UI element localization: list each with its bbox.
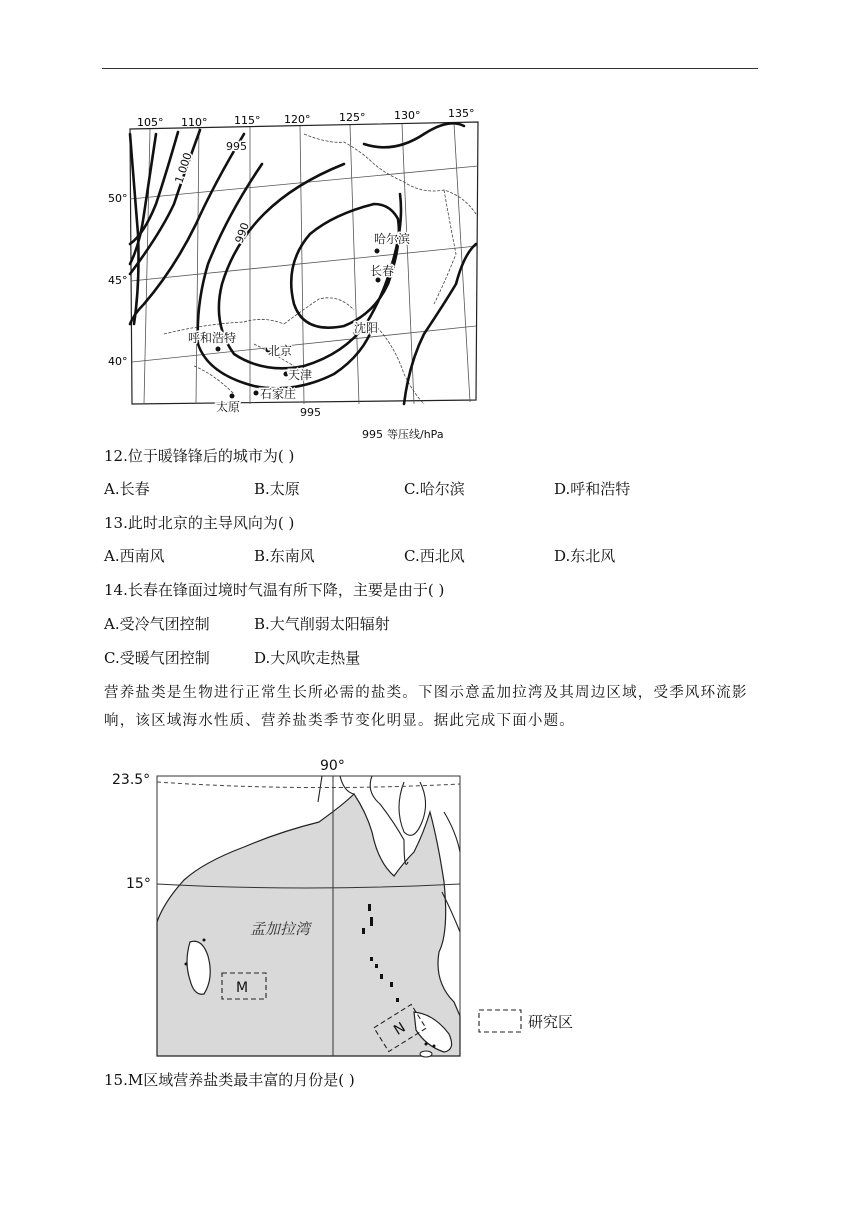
lon-label: 135° [448, 107, 475, 120]
option-13-a[interactable]: A.西南风 [104, 547, 165, 565]
lat-label: 40° [108, 355, 128, 368]
lon-label: 130° [394, 109, 421, 122]
header-rule [102, 68, 758, 69]
isobar-label: 1 000 [172, 150, 195, 185]
city-shijiazhuang: 石家庄 [260, 387, 297, 401]
option-14-d[interactable]: D.大风吹走热量 [254, 649, 361, 667]
intro-paragraph: 营养盐类是生物进行正常生长所必需的盐类。下图示意孟加拉湾及其周边区域，受季风环流影响，该区域海水性质、营养盐类季节变化明显。据此完成下面小题。 [104, 685, 748, 729]
option-12-b[interactable]: B.太原 [254, 480, 300, 498]
option-13-c[interactable]: C.西北风 [404, 547, 465, 565]
lon-label: 105° [137, 116, 164, 129]
option-14-b[interactable]: B.大气削弱太阳辐射 [254, 615, 390, 633]
question-15: 15.M区域营养盐类最丰富的月份是( ) [104, 1071, 355, 1089]
isobar-map [104, 104, 482, 441]
lat-label: 50° [108, 192, 128, 205]
city-hohhot: 呼和浩特 [188, 331, 237, 345]
question-13: 13.此时北京的主导风向为( ) [104, 514, 295, 532]
option-14-a[interactable]: A.受冷气团控制 [104, 615, 210, 633]
lon-label: 120° [284, 113, 311, 126]
city-beijing: 北京 [268, 344, 293, 358]
lon-label: 125° [339, 111, 366, 124]
option-14-c[interactable]: C.受暖气团控制 [104, 649, 210, 667]
option-12-c[interactable]: C.哈尔滨 [404, 480, 465, 498]
city-harbin: 哈尔滨 [374, 232, 411, 246]
map2-legend: 研究区 [528, 1013, 574, 1031]
bay-name: 孟加拉湾 [250, 920, 311, 938]
lon-label: 115° [234, 114, 261, 127]
question-12: 12.位于暖锋锋后的城市为( ) [104, 447, 295, 465]
option-13-d[interactable]: D.东北风 [554, 547, 616, 565]
lon-label: 110° [181, 116, 208, 129]
lat-label-23: 23.5° [112, 772, 151, 788]
box-n-label: N [391, 1019, 409, 1039]
lat-label: 45° [108, 274, 128, 287]
isobar-label: 995 [226, 140, 247, 153]
city-shenyang: 沈阳 [354, 321, 379, 335]
option-12-d[interactable]: D.呼和浩特 [554, 480, 631, 498]
city-taiyuan: 太原 [216, 400, 241, 414]
isobar-legend: 995 等压线/hPa [362, 428, 444, 441]
question-14: 14.长春在锋面过境时气温有所下降，主要是由于( ) [104, 581, 445, 599]
city-changchun: 长春 [370, 264, 395, 278]
box-m-label: M [236, 980, 249, 996]
option-13-b[interactable]: B.东南风 [254, 547, 315, 565]
city-tianjin: 天津 [288, 368, 313, 382]
option-12-a[interactable]: A.长春 [104, 480, 150, 498]
bay-of-bengal-map [104, 752, 590, 1062]
isobar-label: 995 [300, 406, 321, 419]
isobar-label: 990 [232, 220, 253, 246]
lon-label-90: 90° [320, 758, 345, 774]
lat-label-15: 15° [126, 876, 151, 892]
